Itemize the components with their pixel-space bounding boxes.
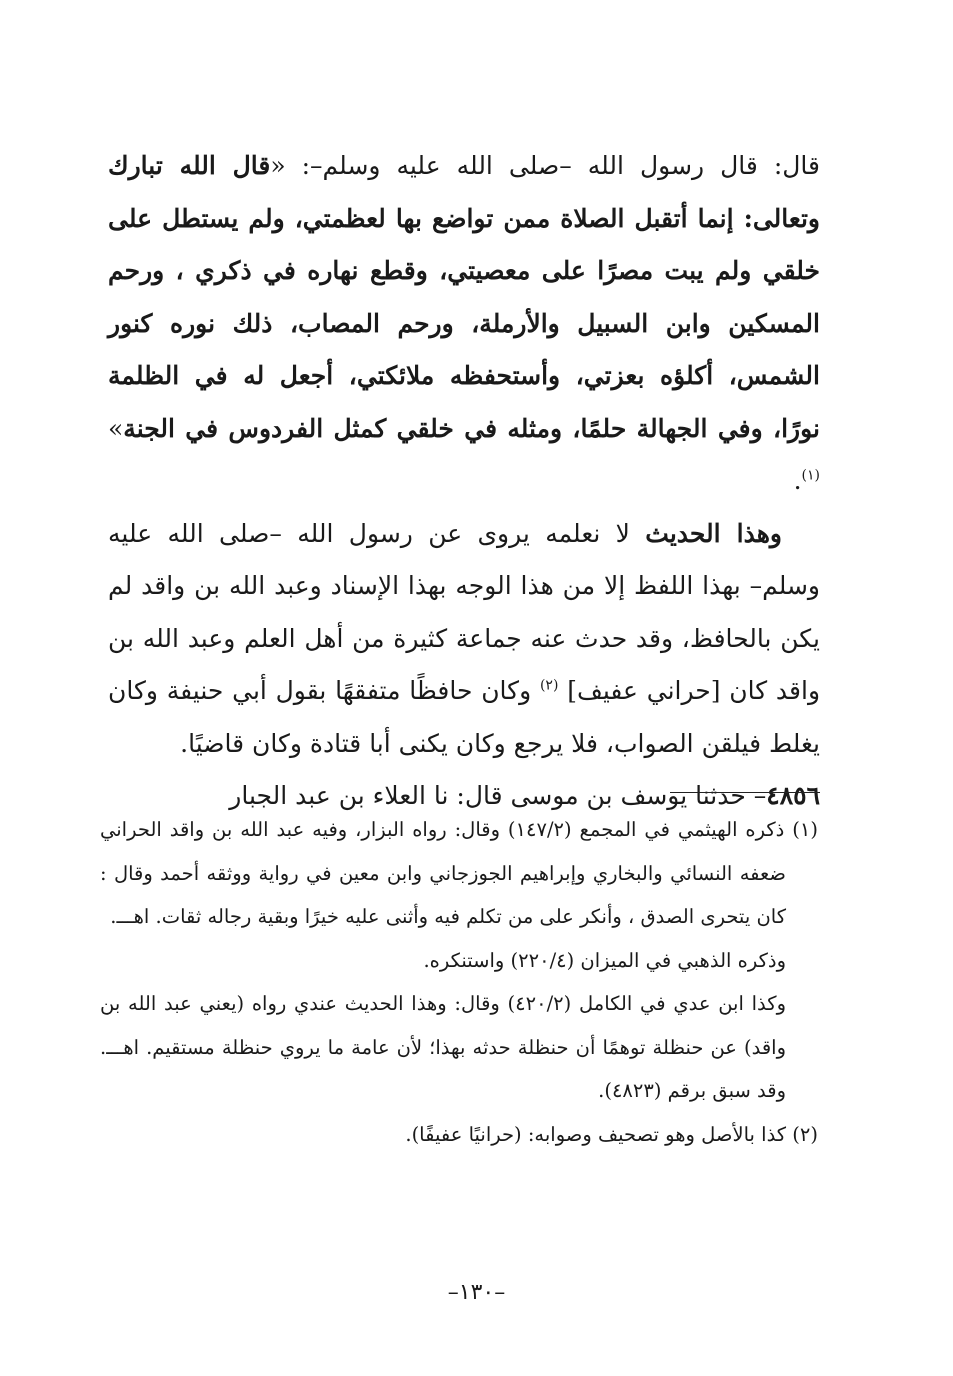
paragraph-hadith bbox=[108, 140, 820, 508]
hadith-4856-text: – حدثنا يوسف بن موسى قال: نا العلاء بن عبد الجبار bbox=[229, 781, 767, 810]
footnote-2: (٢) كذا بالأصل وهو تصحيف وصوابه: (حرانيًا عفيفًا). bbox=[405, 1122, 818, 1146]
footnote-divider bbox=[670, 792, 820, 793]
hadith-intro: قال: قال رسول الله –صلى الله عليه وسلم–: « bbox=[270, 151, 820, 180]
hadith-end: . bbox=[793, 466, 802, 495]
commentary-lead: وهذا الحديث bbox=[645, 518, 783, 548]
page-number: –١٣٠– bbox=[447, 1280, 506, 1305]
commentary-text-b: وكان حافظًا متفقهًا بقول أبي حنيفة وكان يغلط فيلقن الصواب، فلا يرجع وكان يكنى أبا قتادة وكان قاضيًا. bbox=[108, 676, 820, 758]
footnote-1-ibn-adi: وكذا ابن عدي في الكامل (٤٢٠/٢) وقال: وهذا الحديث عندي رواه (يعني عبد الله بن واقد) عن حنظلة توهمًا أن حنظلة حدثه بهذا؛ لأن عامة ما يروي حنظلة مستقيم. اهـــ. وقد سبق برقم (٤٨٢٣). bbox=[100, 992, 786, 1102]
main-text bbox=[108, 140, 820, 823]
footnote-1-dhahabi: وذكره الذهبي في الميزان (٢٢٠/٤) واستنكره. bbox=[423, 948, 786, 972]
paragraph-commentary bbox=[108, 508, 820, 771]
commentary-text-a: لا نعلمه يروى عن رسول الله –صلى الله عليه وسلم– بهذا اللفظ إلا من هذا الوجه بهذا الإسناد وعبد الله بن واقد لم يكن بالحافظ، وقد حدث عنه جماعة كثيرة من أهل العلم وعبد الله بن واقد كان [حراني عفيف] bbox=[108, 518, 821, 705]
footnote-ref-1: (١) bbox=[801, 467, 820, 484]
footnotes bbox=[100, 808, 818, 1156]
footnote-1: (١) ذكره الهيثمي في المجمع (١٤٧/٢) وقال: رواه البزار، وفيه عبد الله بن واقد الحراني ضعفه النسائي والبخاري وإبراهيم الجوزجاني وابن معين في رواية ووثقه أحمد وقال : كان يتحرى الصدق ، وأنكر على من تكلم فيه وأثنى عليه خيرًا وبقية رجاله ثقات. اهـــ. bbox=[100, 818, 818, 928]
hadith-number: ٤٨٥٦ bbox=[766, 781, 820, 810]
hadith-quote: قال الله تبارك وتعالى: إنما أتقبل الصلاة ممن تواضع بها لعظمتي، ولم يستطل على خلقي ولم يبت مصرًا على معصيتي، وقطع نهاره في ذكري ، ورحم المسكين وابن السبيل والأرملة، ورحم المصاب، ذلك نوره كنور الشمس، أكلؤه بعزتي، وأستحفظه ملائكتي، أجعل له في الظلمة نورًا، وفي الجهالة حلمًا، ومثله في خلقي كمثل الفردوس في الجنة bbox=[108, 151, 820, 443]
hadith-quote-close: » bbox=[108, 413, 124, 443]
footnote-ref-2: (٢) bbox=[539, 677, 559, 694]
